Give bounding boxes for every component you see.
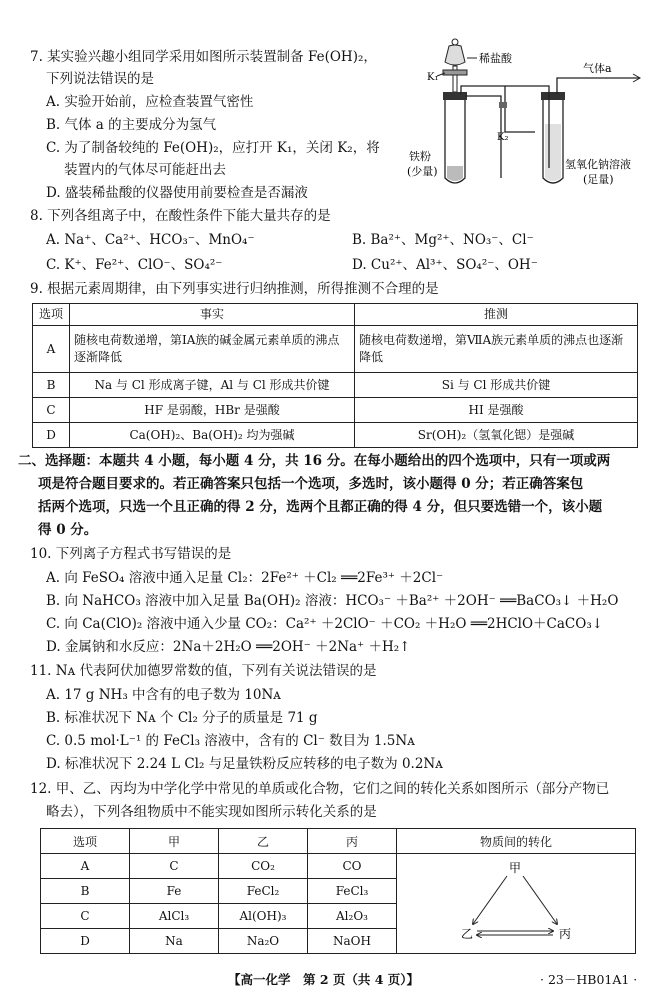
table-row — [33, 373, 638, 398]
q9-cell: HI 是强酸 — [355, 398, 638, 423]
q12-header-yi: 乙 — [219, 829, 308, 854]
q7-option-d: D. 盛装稀盐酸的仪器使用前要检查是否漏液 — [46, 185, 308, 201]
q12-table — [40, 828, 636, 954]
table-row — [33, 326, 638, 373]
q12-cell: D — [41, 929, 130, 954]
fig-naoh-amount: (足量) — [583, 173, 614, 186]
q12-header-conversion: 物质间的转化 — [397, 829, 636, 854]
fig-iron-label: 铁粉 — [409, 150, 431, 163]
q11-option-c: C. 0.5 mol·L⁻¹ 的 FeCl₃ 溶液中，含有的 Cl⁻ 数目为 1.5Nᴀ — [46, 733, 415, 749]
q10-option-d: D. 金属钠和水反应：2Na＋2H₂O ══2OH⁻ ＋2Na⁺ ＋H₂↑ — [46, 639, 411, 655]
q9-cell: D — [33, 423, 70, 448]
q12-cell: NaOH — [308, 929, 397, 954]
q8-option-b: B. Ba²⁺、Mg²⁺、NO₃⁻、Cl⁻ — [352, 232, 534, 248]
diagram-yi: 乙 — [461, 927, 474, 941]
q7-option-c-line1: C. 为了制备较纯的 Fe(OH)₂，应打开 K₁，关闭 K₂，将 — [46, 140, 380, 156]
q12-cell: AlCl₃ — [130, 904, 219, 929]
q9-cell: Ca(OH)₂、Ba(OH)₂ 均为强碱 — [70, 423, 355, 448]
diagram-jia: 甲 — [509, 861, 522, 875]
q10-option-a: A. 向 FeSO₄ 溶液中通入足量 Cl₂：2Fe²⁺ ＋Cl₂ ══2Fe³⁺ ＋2Cl⁻ — [46, 570, 444, 586]
q10-option-c: C. 向 Ca(ClO)₂ 溶液中通入少量 CO₂：Ca²⁺ ＋2ClO⁻ ＋CO₂ ＋H₂O ══2HClO＋CaCO₃↓ — [46, 616, 604, 632]
q7-apparatus-figure — [405, 28, 645, 198]
q12-header-jia: 甲 — [130, 829, 219, 854]
q12-stem-line2: 略去），下列各组物质中不能实现如图所示转化关系的是 — [46, 804, 377, 820]
q12-header-bing: 丙 — [308, 829, 397, 854]
table-row — [41, 854, 636, 879]
q9-header-fact: 事实 — [70, 304, 355, 326]
fig-k1-label: K₁ — [427, 72, 439, 83]
q12-cell: CO — [308, 854, 397, 879]
q12-cell: Na — [130, 929, 219, 954]
q12-cell: Na₂O — [219, 929, 308, 954]
q9-cell: Sr(OH)₂（氢氧化锶）是强碱 — [355, 423, 638, 448]
diagram-bing: 丙 — [559, 927, 572, 941]
section2-line1: 二、选择题：本题共 4 小题，每小题 4 分，共 16 分。在每小题给出的四个选项中，只有一项或两 — [18, 453, 611, 469]
q12-cell: CO₂ — [219, 854, 308, 879]
q12-cell: B — [41, 879, 130, 904]
q11-option-a: A. 17 g NH₃ 中含有的电子数为 10Nᴀ — [46, 687, 281, 703]
q9-cell: Na 与 Cl 形成离子键，Al 与 Cl 形成共价键 — [70, 373, 355, 398]
q11-option-b: B. 标准状况下 Nᴀ 个 Cl₂ 分子的质量是 71 g — [46, 710, 318, 726]
section2-line3: 括两个选项，只选一个且正确的得 2 分，选两个且都正确的得 4 分，但只要选错一个，该小题 — [38, 499, 603, 515]
q7-option-c-line2: 装置内的气体尽可能赶出去 — [64, 162, 226, 178]
q10-option-b: B. 向 NaHCO₃ 溶液中加入足量 Ba(OH)₂ 溶液：HCO₃⁻ ＋Ba²⁺ ＋2OH⁻ ══BaCO₃↓ ＋H₂O — [46, 593, 619, 609]
fig-naoh-label: 氢氧化钠溶液 — [565, 158, 631, 171]
q9-cell: 随核电荷数递增，第ⅦA族元素单质的沸点也逐渐降低 — [355, 326, 638, 373]
q10-stem: 10. 下列离子方程式书写错误的是 — [30, 546, 232, 562]
q9-cell: Si 与 Cl 形成共价键 — [355, 373, 638, 398]
q12-cell: C — [130, 854, 219, 879]
q9-cell: C — [33, 398, 70, 423]
q9-cell: HF 是弱酸，HBr 是强酸 — [70, 398, 355, 423]
q12-diagram-cell — [397, 854, 636, 954]
footer-page-info: 【高一化学 第 2 页（共 4 页）】 — [228, 972, 420, 987]
q12-header-option: 选项 — [41, 829, 130, 854]
q9-table — [32, 303, 638, 448]
q12-cell: Al(OH)₃ — [219, 904, 308, 929]
q8-option-a: A. Na⁺、Ca²⁺、HCO₃⁻、MnO₄⁻ — [46, 232, 255, 248]
q7-option-b: B. 气体 a 的主要成分为氢气 — [46, 117, 217, 133]
q12-cell: Al₂O₃ — [308, 904, 397, 929]
q12-conversion-diagram — [421, 854, 611, 950]
q8-stem: 8. 下列各组离子中，在酸性条件下能大量共存的是 — [30, 208, 331, 224]
q8-option-c: C. K⁺、Fe²⁺、ClO⁻、SO₄²⁻ — [46, 257, 223, 273]
table-row — [33, 398, 638, 423]
q12-stem-line1: 12. 甲、乙、丙均为中学化学中常见的单质或化合物，它们之间的转化关系如图所示（部分产物已 — [30, 781, 610, 797]
fig-k2-label: K₂ — [497, 132, 509, 143]
q8-option-d: D. Cu²⁺、Al³⁺、SO₄²⁻、OH⁻ — [352, 257, 538, 273]
q9-header-inference: 推测 — [355, 304, 638, 326]
q7-stem-line1: 7. 某实验兴趣小组同学采用如图所示装置制备 Fe(OH)₂， — [30, 49, 377, 65]
fig-iron-amount: (少量) — [407, 165, 438, 178]
q11-option-d: D. 标准状况下 2.24 L Cl₂ 与足量铁粉反应转移的电子数为 0.2Nᴀ — [46, 756, 443, 772]
section2-line2: 项是符合题目要求的。若正确答案只包括一个选项，多选时，该小题得 0 分；若正确答案包 — [38, 476, 584, 492]
q12-cell: Fe — [130, 879, 219, 904]
q12-cell: FeCl₃ — [308, 879, 397, 904]
q9-cell: B — [33, 373, 70, 398]
section2-line4: 得 0 分。 — [38, 522, 98, 538]
q11-stem: 11. Nᴀ 代表阿伏加德罗常数的值，下列有关说法错误的是 — [30, 663, 377, 679]
q12-cell: A — [41, 854, 130, 879]
footer-code: · 23－HB01A1 · — [540, 972, 638, 987]
q9-cell: A — [33, 326, 70, 373]
fig-acid-label: 稀盐酸 — [479, 52, 512, 65]
q12-cell: C — [41, 904, 130, 929]
fig-gas-label: 气体a — [583, 62, 612, 75]
q9-stem: 9. 根据元素周期律，由下列事实进行归纳推测，所得推测不合理的是 — [30, 281, 439, 297]
table-row — [33, 423, 638, 448]
q12-cell: FeCl₂ — [219, 879, 308, 904]
q9-cell: 随核电荷数递增，第ⅠA族的碱金属元素单质的沸点逐渐降低 — [70, 326, 355, 373]
q7-option-a: A. 实验开始前，应检查装置气密性 — [46, 94, 254, 110]
q9-header-option: 选项 — [33, 304, 70, 326]
q7-stem-line2: 下列说法错误的是 — [46, 71, 154, 87]
